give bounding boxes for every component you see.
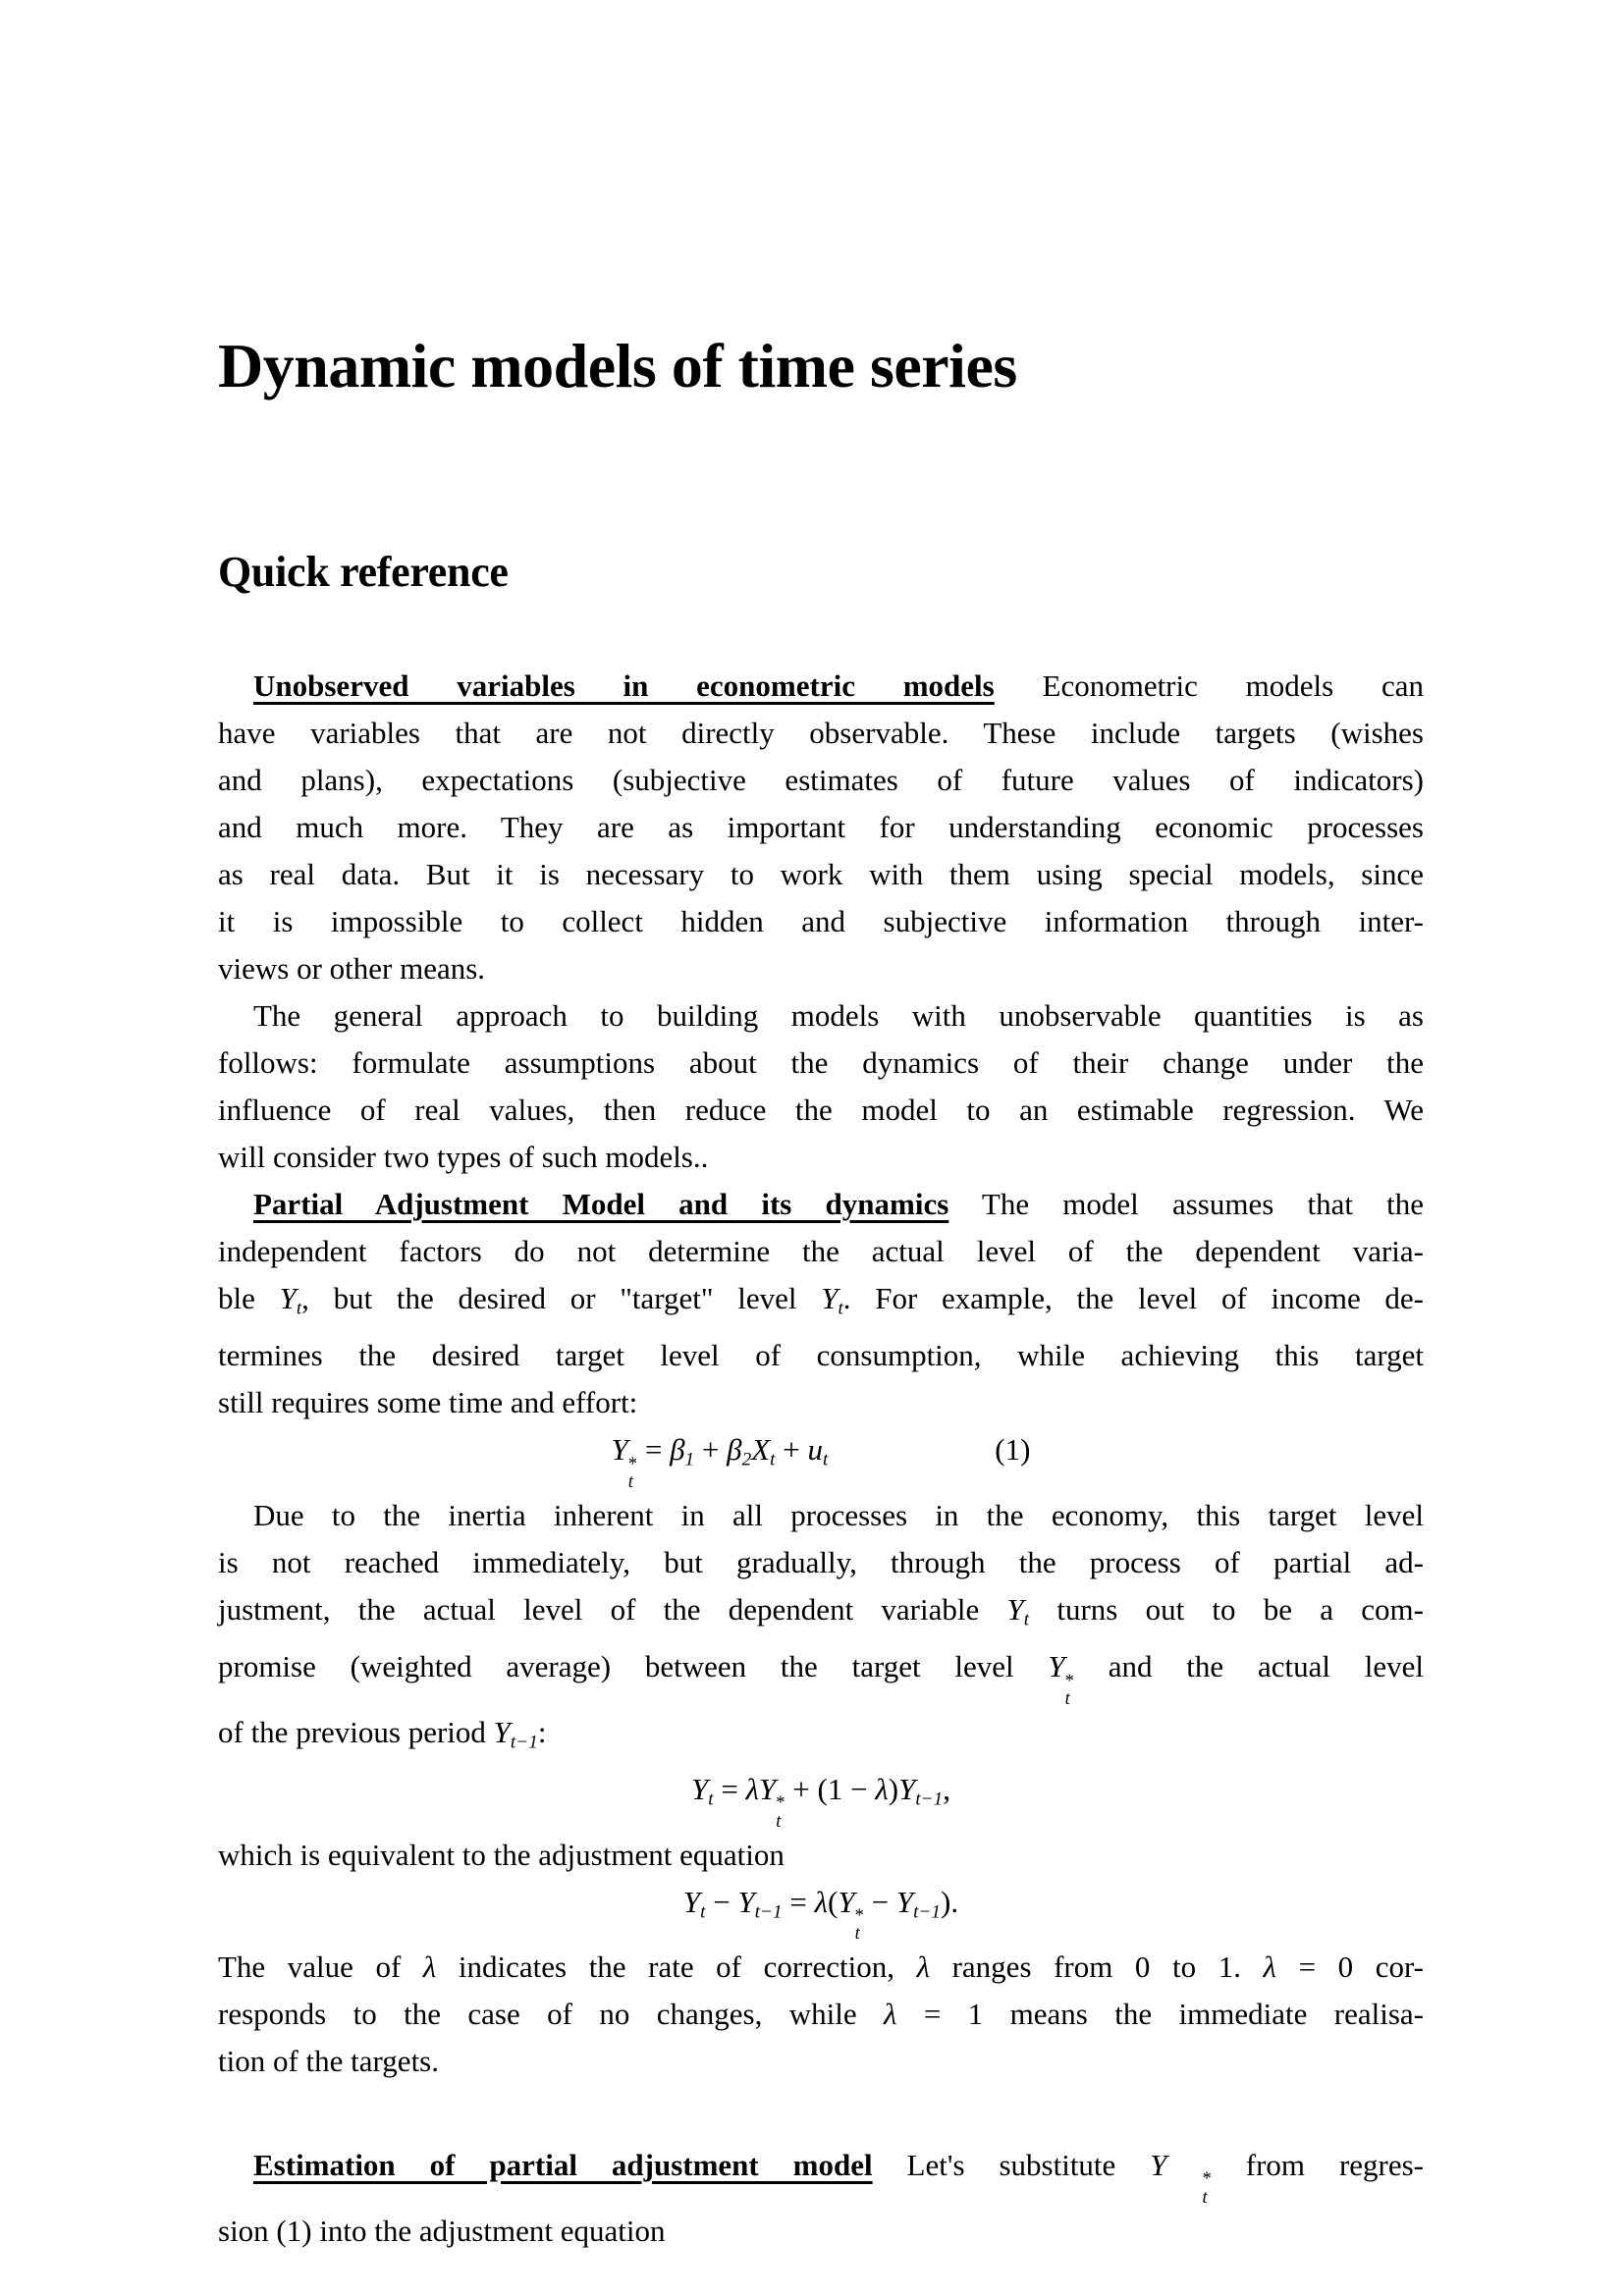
text-line xyxy=(218,757,1424,804)
text-run: of the previous period xyxy=(218,1714,494,1749)
text-line xyxy=(218,851,1424,898)
text-line xyxy=(218,1040,1424,1087)
text-run: = xyxy=(713,1772,746,1807)
text-line xyxy=(218,1492,1424,1539)
text-run: , xyxy=(943,1772,951,1807)
paragraph xyxy=(218,992,1424,1181)
equation xyxy=(218,1766,1424,1831)
text-run: = xyxy=(637,1432,671,1468)
math-subscript: 2 xyxy=(741,1449,752,1470)
math-variable: Y xyxy=(1048,1649,1065,1684)
paragraph xyxy=(218,2142,1424,2254)
run-in-heading: Partial Adjustment Model and its dynamics xyxy=(253,1186,949,1221)
math-variable: β xyxy=(727,1432,742,1468)
text-run: ). xyxy=(941,1884,959,1919)
text-run: justment, the actual level of the dependent variable xyxy=(218,1591,1007,1627)
paragraph xyxy=(218,1944,1424,2085)
math-variable: Y xyxy=(821,1280,839,1315)
paragraph xyxy=(218,1492,1424,1766)
equation-body xyxy=(612,1426,829,1491)
text-run: views or other means. xyxy=(218,950,486,986)
text-line xyxy=(218,804,1424,851)
run-in-heading: Estimation of partial adjustment model xyxy=(253,2148,873,2183)
text-run: as real data. But it is necessary to work with them using special models, since xyxy=(218,856,1424,891)
text-run: follows: formulate assumptions about the dynamics of their change under the xyxy=(218,1044,1424,1080)
math-variable: Y xyxy=(838,1884,855,1919)
text-run: + (1 − xyxy=(785,1772,876,1807)
text-run: from regres- xyxy=(1211,2148,1425,2183)
text-run: ( xyxy=(828,1884,839,1919)
text-run: Due to the inertia inherent in all processes in the economy, this target level xyxy=(253,1497,1424,1532)
text-line xyxy=(218,1181,1424,1228)
math-variable: u xyxy=(807,1432,823,1468)
text-line xyxy=(218,1709,1424,1766)
math-subscript: t xyxy=(708,1789,714,1810)
math-variable: Y xyxy=(682,1884,701,1919)
text-run: tion of the targets. xyxy=(218,2044,439,2079)
text-run: = xyxy=(782,1884,815,1919)
equation xyxy=(218,1879,1424,1944)
math-variable: Y xyxy=(279,1280,297,1315)
text-run: = 0 cor- xyxy=(1275,1949,1424,1985)
math-variable: β xyxy=(670,1432,685,1468)
document-title: Dynamic models of time series xyxy=(218,331,1017,400)
text-run: will consider two types of such models.. xyxy=(218,1139,709,1174)
math-variable: Y xyxy=(1006,1591,1024,1627)
math-variable: Y xyxy=(898,1772,916,1807)
text-line xyxy=(218,1332,1424,1379)
math-supsub: * t xyxy=(1202,2168,1212,2208)
math-variable: Y xyxy=(611,1432,628,1468)
text-run: termines the desired target level of consumption, while achieving this target xyxy=(218,1338,1424,1373)
text-run: The value of xyxy=(218,1949,423,1985)
text-run: it is impossible to collect hidden and subjective information through inter- xyxy=(218,903,1424,938)
text-line xyxy=(218,1944,1424,1991)
text-line xyxy=(218,1379,1424,1426)
math-variable: Y xyxy=(690,1772,709,1807)
text-run: + xyxy=(775,1432,808,1468)
text-run: , but the desired or "target" level xyxy=(301,1280,822,1315)
text-run: + xyxy=(694,1432,728,1468)
text-line xyxy=(218,1275,1424,1332)
text-line xyxy=(218,1087,1424,1134)
text-run: ble xyxy=(218,1280,280,1315)
math-subscript: t xyxy=(1023,1609,1030,1630)
text-line xyxy=(218,663,1424,710)
math-variable: Y xyxy=(895,1884,914,1919)
text-run: . For example, the level of income de- xyxy=(842,1280,1424,1315)
text-run: still requires some time and effort: xyxy=(218,1385,638,1420)
text-line xyxy=(218,2142,1424,2207)
text-run: : xyxy=(537,1714,547,1749)
math-variable: λ xyxy=(814,1884,829,1919)
text-run: turns out to be a com- xyxy=(1029,1591,1424,1627)
math-subscript: t xyxy=(838,1298,843,1319)
math-subscript: 1 xyxy=(684,1449,695,1470)
text-line xyxy=(218,1539,1424,1586)
math-subscript: t−1 xyxy=(754,1900,783,1922)
text-run: responds to the case of no changes, while xyxy=(218,1997,885,2032)
text-run: and plans), expectations (subjective estimates of future values of indicators) xyxy=(218,762,1424,797)
text-line xyxy=(218,1991,1424,2038)
math-variable: X xyxy=(751,1432,771,1468)
text-line xyxy=(218,945,1424,992)
text-run: promise (weighted average) between the target level xyxy=(218,1649,1049,1684)
document-blocks xyxy=(218,663,1424,2255)
math-variable: λ xyxy=(916,1949,931,1985)
text-run: indicates the rate of correction, xyxy=(436,1949,917,1985)
math-variable: Y xyxy=(737,1884,755,1919)
text-run: independent factors do not determine the actual level of the dependent varia- xyxy=(218,1233,1424,1268)
math-variable: λ xyxy=(884,1997,897,2032)
math-subscript: t−1 xyxy=(510,1732,538,1753)
text-run: − xyxy=(863,1884,896,1919)
text-run: The model assumes that the xyxy=(948,1186,1424,1221)
text-line xyxy=(218,2038,1424,2085)
text-line xyxy=(218,992,1424,1040)
text-line xyxy=(218,1134,1424,1181)
equation-body xyxy=(691,1766,950,1831)
text-line xyxy=(218,1586,1424,1643)
math-subscript: t−1 xyxy=(915,1789,944,1810)
math-subscript: t xyxy=(296,1298,302,1319)
math-variable: Y xyxy=(493,1714,511,1749)
math-supsub: * t xyxy=(1064,1670,1074,1710)
text-line xyxy=(218,898,1424,945)
text-run: sion (1) into the adjustment equation xyxy=(218,2213,666,2248)
text-run: = 1 means the immediate realisa- xyxy=(896,1997,1425,2032)
math-subscript: t xyxy=(770,1449,776,1470)
math-variable: Y xyxy=(759,1772,777,1807)
text-run: is not reached immediately, but gradually, through the process of partial ad- xyxy=(218,1544,1424,1579)
equation-body xyxy=(683,1879,958,1944)
run-in-heading: Unobserved variables in econometric models xyxy=(253,667,995,703)
math-supsub: * t xyxy=(854,1904,864,1945)
text-line xyxy=(218,2208,1424,2255)
math-variable: λ xyxy=(875,1772,889,1807)
math-supsub: * t xyxy=(627,1453,638,1493)
math-variable: λ xyxy=(745,1772,759,1807)
text-line xyxy=(218,710,1424,757)
text-run: influence of real values, then reduce the model to an estimable regression. We xyxy=(218,1092,1424,1127)
paragraph xyxy=(218,1181,1424,1426)
math-subscript: t xyxy=(700,1900,706,1922)
math-variable: λ xyxy=(422,1949,437,1985)
text-run: The general approach to building models with unobservable quantities is as xyxy=(253,997,1424,1033)
paragraph xyxy=(218,663,1424,992)
text-run: and the actual level xyxy=(1073,1649,1424,1684)
math-subscript: t xyxy=(822,1449,829,1470)
text-line xyxy=(218,1643,1424,1708)
section-heading: Quick reference xyxy=(218,548,509,597)
text-run: have variables that are not directly observable. These include targets (wishes xyxy=(218,715,1424,750)
text-run: Let's substitute xyxy=(872,2148,1151,2183)
equation-tag: (1) xyxy=(995,1432,1031,1468)
paragraph xyxy=(218,1832,1424,1879)
text-run: − xyxy=(705,1884,738,1919)
math-variable: λ xyxy=(1263,1949,1276,1985)
text-run: Econometric models can xyxy=(994,667,1424,703)
math-subscript: t−1 xyxy=(913,1900,942,1922)
text-run: which is equivalent to the adjustment equation xyxy=(218,1837,785,1872)
text-line xyxy=(218,1228,1424,1275)
math-variable: Y xyxy=(1150,2148,1167,2183)
text-run: ) xyxy=(888,1772,899,1807)
equation xyxy=(218,1426,1424,1491)
text-run: and much more. They are as important for understanding economic processes xyxy=(218,809,1424,844)
math-supsub: * t xyxy=(776,1792,785,1832)
text-run: ranges from 0 to 1. xyxy=(930,1949,1264,1985)
text-line xyxy=(218,1832,1424,1879)
